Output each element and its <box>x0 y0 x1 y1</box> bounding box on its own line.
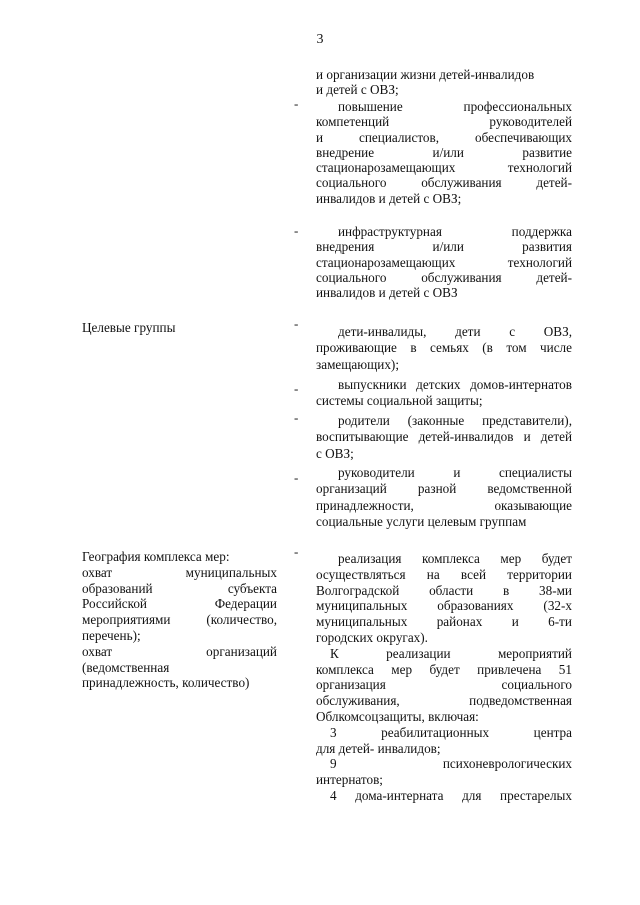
text-line: 9 психоневрологических <box>330 756 572 772</box>
target-group-item-4 <box>316 465 572 530</box>
text-line: перечень); <box>82 627 141 643</box>
text-line: выпускники детских домов-интернатов <box>338 377 572 392</box>
text-line: охват организаций <box>82 643 277 659</box>
text-line: Облкомсоцзащиты, включая: <box>316 708 479 724</box>
text-line: комплекса мер будет привлечена 51 <box>316 661 572 677</box>
text-line: реализация комплекса мер будет <box>338 551 572 566</box>
text-line: компетенций руководителей <box>316 114 572 130</box>
text-line: социальные услуги целевым группам <box>316 513 527 529</box>
target-group-item-3 <box>316 413 572 462</box>
text-line: инфраструктурная поддержка <box>338 224 572 239</box>
text-line: стационарозамещающих технологий <box>316 254 572 270</box>
text-line: и организации жизни детей-инвалидов <box>316 67 535 82</box>
list-dash: - <box>294 544 299 559</box>
list-dash: - <box>294 381 299 396</box>
text-line: руководители и специалисты <box>338 465 572 480</box>
text-line: 4 дома-интерната для престарелых <box>330 787 572 803</box>
geography-paragraph-2 <box>316 646 572 725</box>
text-line: замещающих); <box>316 356 399 372</box>
text-line: образований субъекта <box>82 580 277 596</box>
target-group-item-2 <box>316 377 572 410</box>
text-line: инвалидов и детей с ОВЗ; <box>316 190 462 206</box>
continued-section <box>316 67 572 98</box>
list-dash: - <box>294 96 299 111</box>
geography-paragraph-5 <box>316 788 572 804</box>
text-line: и специалистов, обеспечивающих <box>316 129 572 145</box>
text-line: муниципальных образованиях (32-х <box>316 598 572 614</box>
text-line: для детей- инвалидов; <box>316 740 441 756</box>
list-dash: - <box>294 223 299 238</box>
text-line: и детей с ОВЗ; <box>316 82 399 98</box>
text-line: социального обслуживания детей- <box>316 175 572 191</box>
text-line: проживающие в семьях (в том числе <box>316 340 572 356</box>
continued-item-2 <box>316 99 572 206</box>
text-line: принадлежности, оказывающие <box>316 497 572 513</box>
text-line: организаций разной ведомственной <box>316 481 572 497</box>
text-line: Российской Федерации <box>82 596 277 612</box>
text-line: стационарозамещающих технологий <box>316 160 572 176</box>
continued-item-1 <box>316 67 572 98</box>
continued-item-3 <box>316 224 572 300</box>
geography-paragraph-4 <box>316 756 572 788</box>
text-line: системы социальной защиты; <box>316 393 483 409</box>
text-line: мероприятиями (количество, <box>82 612 277 628</box>
list-dash: - <box>294 410 299 425</box>
text-line: внедрение и/или развитие <box>316 144 572 160</box>
list-dash: - <box>294 470 299 485</box>
text-line: социального обслуживания детей- <box>316 269 572 285</box>
target-group-item-1 <box>316 324 572 373</box>
text-line: интернатов; <box>316 772 383 788</box>
text-line: внедрения и/или развития <box>316 239 572 255</box>
text-line: География комплекса мер: <box>82 549 230 564</box>
geography-paragraph-3 <box>316 725 572 757</box>
text-line: инвалидов и детей с ОВЗ <box>316 285 458 301</box>
text-line: К реализации мероприятий <box>330 645 572 661</box>
target-groups-label: Целевые группы <box>82 320 176 335</box>
geography-paragraph-1 <box>316 551 572 646</box>
text-line: воспитывающие детей-инвалидов и детей <box>316 429 572 445</box>
text-line: охват муниципальных <box>82 564 277 580</box>
text-line: (ведомственная <box>82 659 170 675</box>
page-number: 3 <box>316 32 324 47</box>
list-dash: - <box>294 316 299 331</box>
text-line: дети-инвалиды, дети с ОВЗ, <box>338 324 572 339</box>
text-line: обслуживания, подведомственная <box>316 693 572 709</box>
text-line: принадлежность, количество) <box>82 675 250 691</box>
text-line: Волгоградской области в 38-ми <box>316 582 572 598</box>
text-line: муниципальных районах и 6-ти <box>316 614 572 630</box>
text-line: с ОВЗ; <box>316 445 354 461</box>
text-line: городских округах). <box>316 629 428 645</box>
text-line: 3 реабилитационных центра <box>330 724 572 740</box>
text-line: родители (законные представители), <box>338 413 572 428</box>
text-line: повышение профессиональных <box>338 99 572 114</box>
text-line: организация социального <box>316 677 572 693</box>
geography-label <box>82 549 277 691</box>
text-line: осуществляться на всей территории <box>316 566 572 582</box>
geography-content <box>316 551 572 804</box>
